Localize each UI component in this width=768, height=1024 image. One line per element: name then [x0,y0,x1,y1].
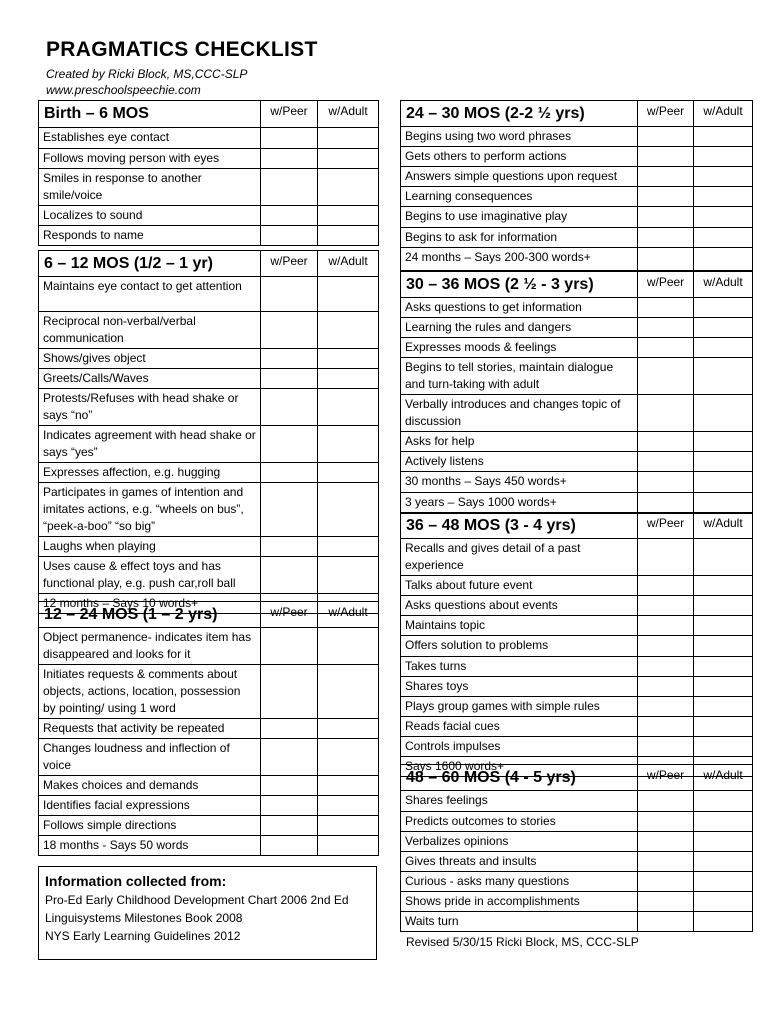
w-peer-checkbox[interactable] [638,737,694,757]
w-adult-header: w/Adult [318,251,379,277]
checklist-row [401,616,753,636]
w-peer-checkbox[interactable] [638,677,694,697]
w-peer-checkbox[interactable] [638,852,694,872]
checklist-row [401,677,753,697]
section-heading: Birth – 6 MOS [39,101,261,128]
w-peer-checkbox[interactable] [261,836,318,856]
w-peer-checkbox[interactable] [638,248,694,271]
w-adult-header: w/Adult [694,765,753,791]
checklist-row [401,207,753,228]
skill-label: Changes loudness and inflection of voice [39,739,261,776]
w-peer-checkbox[interactable] [638,207,694,228]
w-peer-checkbox[interactable] [261,277,318,312]
w-peer-header: w/Peer [638,101,694,127]
w-peer-checkbox[interactable] [638,228,694,248]
skill-label: Controls impulses [401,737,638,757]
w-adult-checkbox[interactable] [318,665,379,719]
w-peer-checkbox[interactable] [638,872,694,892]
checklist-row [401,248,753,271]
checklist-row [39,426,379,463]
w-peer-checkbox[interactable] [261,739,318,776]
skill-label: Asks for help [401,432,638,452]
checklist-row [39,277,379,312]
w-adult-checkbox[interactable] [318,776,379,796]
w-adult-checkbox[interactable] [318,719,379,739]
skill-label: 18 months - Says 50 words [39,836,261,856]
w-peer-checkbox[interactable] [638,616,694,636]
page-title: PRAGMATICS CHECKLIST [46,38,318,61]
w-peer-header: w/Peer [638,513,694,539]
w-peer-checkbox[interactable] [638,127,694,147]
section-birth-6-mos [38,100,379,246]
skill-label: Requests that activity be repeated [39,719,261,739]
checklist-row [401,147,753,167]
w-peer-checkbox[interactable] [638,318,694,338]
checklist-row [401,452,753,472]
w-adult-checkbox[interactable] [694,395,753,432]
w-adult-checkbox[interactable] [694,697,753,717]
checklist-row [401,812,753,832]
source-item: NYS Early Learning Guidelines 2012 [45,929,241,943]
section-36-48-mos [400,512,753,777]
checklist-row [401,338,753,358]
w-adult-checkbox[interactable] [318,816,379,836]
w-peer-checkbox[interactable] [261,169,318,206]
checklist-row [401,791,753,812]
checklist-row [39,628,379,665]
w-peer-checkbox[interactable] [638,493,694,514]
skill-label: 30 months – Says 450 words+ [401,472,638,493]
skill-label: Shares toys [401,677,638,697]
skill-label: Offers solution to problems [401,636,638,657]
checklist-row [401,298,753,318]
w-peer-checkbox[interactable] [261,226,318,246]
w-adult-checkbox[interactable] [318,149,379,169]
checklist-row [401,717,753,737]
source-item: Pro-Ed Early Childhood Development Chart 2006 2nd Ed [45,893,349,907]
skill-label: Protests/Refuses with head shake or says “no” [39,389,261,426]
checklist-row [39,169,379,206]
skill-label: Uses cause & effect toys and has functional play, e.g. push car,roll ball [39,557,261,594]
checklist-row [39,349,379,369]
skill-label: Identifies facial expressions [39,796,261,816]
checklist-row [39,776,379,796]
skill-label: Participates in games of intention and imitates actions, e.g. “wheels on bus”, “peek-a-boo” “so big” [39,483,261,537]
w-adult-header: w/Adult [694,513,753,539]
w-peer-checkbox[interactable] [638,298,694,318]
w-peer-checkbox[interactable] [261,537,318,557]
section-6-12-mos [38,250,379,614]
w-adult-checkbox[interactable] [694,852,753,872]
w-peer-checkbox[interactable] [261,149,318,169]
w-peer-checkbox[interactable] [638,167,694,187]
w-peer-checkbox[interactable] [638,892,694,912]
w-adult-checkbox[interactable] [694,912,753,932]
checklist-row [401,636,753,657]
checklist-row [401,395,753,432]
w-adult-checkbox[interactable] [694,576,753,596]
w-adult-checkbox[interactable] [694,147,753,167]
skill-label: Says 1600 words+ [401,757,638,777]
skill-label: Gives threats and insults [401,852,638,872]
w-adult-checkbox[interactable] [694,493,753,514]
w-adult-checkbox[interactable] [694,812,753,832]
w-adult-checkbox[interactable] [318,206,379,226]
w-adult-checkbox[interactable] [694,167,753,187]
checklist-row [39,557,379,594]
w-peer-checkbox[interactable] [638,472,694,493]
checklist-row [401,872,753,892]
skill-label: Shows/gives object [39,349,261,369]
w-adult-checkbox[interactable] [694,228,753,248]
skill-label: Maintains topic [401,616,638,636]
skill-label: Expresses moods & feelings [401,338,638,358]
skill-label: 12 months – Says 10 words+ [39,594,261,614]
w-peer-checkbox[interactable] [638,912,694,932]
w-adult-checkbox[interactable] [318,349,379,369]
skill-label: Actively listens [401,452,638,472]
skill-label: Verbalizes opinions [401,832,638,852]
w-adult-checkbox[interactable] [318,312,379,349]
skill-label: Answers simple questions upon request [401,167,638,187]
checklist-row [401,737,753,757]
w-adult-checkbox[interactable] [694,207,753,228]
w-adult-checkbox[interactable] [318,537,379,557]
checklist-row [39,836,379,856]
w-peer-checkbox[interactable] [638,187,694,207]
skill-label: Waits turn [401,912,638,932]
checklist-row [401,657,753,677]
section-heading: 24 – 30 MOS (2-2 ½ yrs) [401,101,638,127]
w-adult-checkbox[interactable] [694,717,753,737]
skill-label: Verbally introduces and changes topic of discussion [401,395,638,432]
w-peer-checkbox[interactable] [261,463,318,483]
w-peer-checkbox[interactable] [638,395,694,432]
skill-label: Object permanence- indicates item has disappeared and looks for it [39,628,261,665]
skill-label: Begins to use imaginative play [401,207,638,228]
skill-label: Plays group games with simple rules [401,697,638,717]
w-peer-checkbox[interactable] [638,358,694,395]
skill-label: Shows pride in accomplishments [401,892,638,912]
w-peer-checkbox[interactable] [261,206,318,226]
checklist-row [39,816,379,836]
skill-label: Learning the rules and dangers [401,318,638,338]
w-peer-checkbox[interactable] [261,128,318,149]
checklist-row [401,472,753,493]
checklist-row [39,226,379,246]
skill-label: Maintains eye contact to get attention [39,277,261,312]
w-adult-checkbox[interactable] [694,187,753,207]
checklist-row [401,358,753,395]
w-adult-checkbox[interactable] [694,872,753,892]
w-peer-checkbox[interactable] [261,483,318,537]
w-peer-checkbox[interactable] [638,576,694,596]
skill-label: Talks about future event [401,576,638,596]
w-peer-header: w/Peer [261,602,318,628]
w-adult-header: w/Adult [318,602,379,628]
w-adult-checkbox[interactable] [318,226,379,246]
w-adult-checkbox[interactable] [694,452,753,472]
checklist-row [401,596,753,616]
w-adult-checkbox[interactable] [318,369,379,389]
w-adult-checkbox[interactable] [318,463,379,483]
w-peer-checkbox[interactable] [261,312,318,349]
w-adult-header: w/Adult [318,101,379,128]
skill-label: Takes turns [401,657,638,677]
w-peer-checkbox[interactable] [261,776,318,796]
checklist-row [39,719,379,739]
w-peer-header: w/Peer [261,251,318,277]
w-adult-checkbox[interactable] [694,358,753,395]
checklist-row [401,832,753,852]
w-adult-checkbox[interactable] [318,128,379,149]
w-adult-checkbox[interactable] [694,596,753,616]
w-peer-checkbox[interactable] [638,791,694,812]
skill-label: Asks questions about events [401,596,638,616]
section-heading: 36 – 48 MOS (3 - 4 yrs) [401,513,638,539]
w-adult-checkbox[interactable] [318,628,379,665]
w-peer-checkbox[interactable] [261,719,318,739]
checklist-row [39,369,379,389]
checklist-row [401,852,753,872]
checklist-row [401,127,753,147]
skill-label: Begins to tell stories, maintain dialogue and turn-taking with adult [401,358,638,395]
skill-label: Makes choices and demands [39,776,261,796]
skill-label: Gets others to perform actions [401,147,638,167]
section-24-30-mos [400,100,753,271]
skill-label: Reciprocal non-verbal/verbal communication [39,312,261,349]
checklist-row [39,537,379,557]
checklist-row [39,463,379,483]
section-48-60-mos [400,764,753,932]
skill-label: Establishes eye contact [39,128,261,149]
w-adult-checkbox[interactable] [694,298,753,318]
source-item: Linguisystems Milestones Book 2008 [45,911,243,925]
author-credit: Created by Ricki Block, MS,CCC-SLP [46,67,248,81]
sources-heading: Information collected from: [45,873,227,889]
section-heading: 12 – 24 MOS (1 – 2 yrs) [39,602,261,628]
w-adult-checkbox[interactable] [318,557,379,594]
w-adult-checkbox[interactable] [318,836,379,856]
w-peer-checkbox[interactable] [638,812,694,832]
section-heading: 30 – 36 MOS (2 ½ - 3 yrs) [401,272,638,298]
website-link[interactable]: www.preschoolspeechie.com [46,83,201,97]
w-peer-checkbox[interactable] [638,717,694,737]
w-adult-checkbox[interactable] [694,657,753,677]
checklist-row [401,167,753,187]
skill-label: Initiates requests & comments about objects, actions, location, possession by pointing/ using 1 word [39,665,261,719]
w-adult-checkbox[interactable] [694,677,753,697]
w-peer-checkbox[interactable] [261,665,318,719]
skill-label: 24 months – Says 200-300 words+ [401,248,638,271]
checklist-row [39,389,379,426]
w-adult-checkbox[interactable] [694,791,753,812]
skill-label: Reads facial cues [401,717,638,737]
checklist-row [401,912,753,932]
checklist-row [39,739,379,776]
skill-label: 3 years – Says 1000 words+ [401,493,638,514]
skill-label: Recalls and gives detail of a past experience [401,539,638,576]
w-peer-checkbox[interactable] [638,147,694,167]
checklist-row [401,432,753,452]
checklist-row [401,697,753,717]
section-heading: 6 – 12 MOS (1/2 – 1 yr) [39,251,261,277]
skill-label: Indicates agreement with head shake or says “yes” [39,426,261,463]
w-peer-checkbox[interactable] [638,636,694,657]
skill-label: Curious - asks many questions [401,872,638,892]
skill-label: Expresses affection, e.g. hugging [39,463,261,483]
w-peer-checkbox[interactable] [638,432,694,452]
w-adult-checkbox[interactable] [318,483,379,537]
skill-label: Smiles in response to another smile/voice [39,169,261,206]
checklist-row [401,576,753,596]
w-adult-checkbox[interactable] [318,277,379,312]
w-peer-checkbox[interactable] [261,426,318,463]
w-peer-checkbox[interactable] [261,628,318,665]
w-adult-checkbox[interactable] [694,472,753,493]
w-peer-checkbox[interactable] [638,539,694,576]
checklist-row [39,128,379,149]
w-peer-checkbox[interactable] [638,657,694,677]
w-peer-checkbox[interactable] [261,349,318,369]
checklist-row [39,149,379,169]
w-peer-header: w/Peer [638,272,694,298]
skill-label: Predicts outcomes to stories [401,812,638,832]
checklist-row [39,206,379,226]
w-adult-checkbox[interactable] [694,127,753,147]
w-adult-checkbox[interactable] [694,248,753,271]
w-adult-checkbox[interactable] [694,432,753,452]
w-adult-checkbox[interactable] [694,539,753,576]
w-adult-checkbox[interactable] [318,426,379,463]
checklist-row [401,187,753,207]
skill-label: Begins using two word phrases [401,127,638,147]
w-adult-checkbox[interactable] [694,616,753,636]
checklist-row [401,539,753,576]
w-adult-checkbox[interactable] [318,389,379,426]
w-peer-checkbox[interactable] [638,596,694,616]
section-12-24-mos [38,601,379,856]
w-peer-checkbox[interactable] [638,452,694,472]
w-adult-checkbox[interactable] [318,796,379,816]
w-peer-checkbox[interactable] [261,369,318,389]
w-peer-checkbox[interactable] [638,338,694,358]
w-adult-header: w/Adult [694,101,753,127]
section-heading: 48 – 60 MOS (4 - 5 yrs) [401,765,638,791]
w-peer-checkbox[interactable] [261,816,318,836]
checklist-row [401,318,753,338]
checklist-row [39,483,379,537]
checklist-row [401,493,753,514]
skill-label: Responds to name [39,226,261,246]
skill-label: Begins to ask for information [401,228,638,248]
skill-label: Shares feelings [401,791,638,812]
skill-label: Greets/Calls/Waves [39,369,261,389]
revision-note: Revised 5/30/15 Ricki Block, MS, CCC-SLP [406,935,639,949]
w-peer-checkbox[interactable] [261,557,318,594]
w-adult-checkbox[interactable] [694,737,753,757]
checklist-row [39,312,379,349]
w-peer-checkbox[interactable] [261,796,318,816]
skill-label: Follows moving person with eyes [39,149,261,169]
w-peer-checkbox[interactable] [261,389,318,426]
w-adult-checkbox[interactable] [694,318,753,338]
w-peer-header: w/Peer [261,101,318,128]
w-peer-checkbox[interactable] [638,697,694,717]
w-adult-checkbox[interactable] [318,169,379,206]
checklist-row [39,796,379,816]
skill-label: Learning consequences [401,187,638,207]
skill-label: Follows simple directions [39,816,261,836]
w-adult-checkbox[interactable] [318,739,379,776]
checklist-row [39,665,379,719]
w-peer-checkbox[interactable] [638,832,694,852]
checklist-row [401,892,753,912]
checklist-row [401,228,753,248]
w-peer-header: w/Peer [638,765,694,791]
w-adult-checkbox[interactable] [694,832,753,852]
skill-label: Laughs when playing [39,537,261,557]
section-30-36-mos [400,271,753,514]
w-adult-header: w/Adult [694,272,753,298]
sources-box [38,866,377,960]
skill-label: Asks questions to get information [401,298,638,318]
skill-label: Localizes to sound [39,206,261,226]
w-adult-checkbox[interactable] [694,636,753,657]
w-adult-checkbox[interactable] [694,892,753,912]
w-adult-checkbox[interactable] [694,338,753,358]
